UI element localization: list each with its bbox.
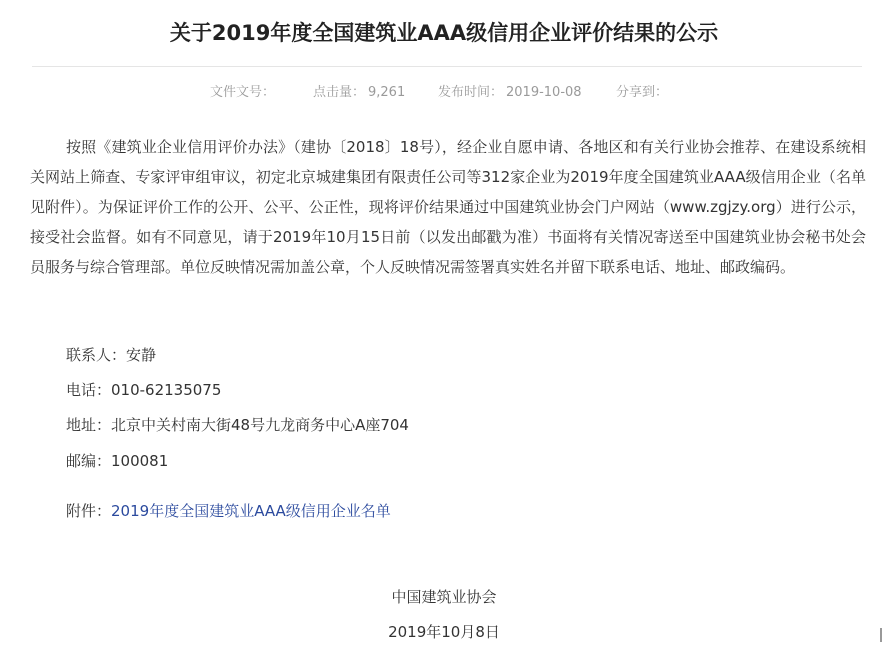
article-body <box>30 132 866 282</box>
clicks-label: 点击量： <box>313 85 366 100</box>
contact-address: 地址：北京中关村南大街48号九龙商务中心A座704 <box>66 416 409 434</box>
article-paragraph: 按照《建筑业企业信用评价办法》（建协〔2018〕18号），经企业自愿申请、各地区和有关行业协会推荐、在建设系统相关网站上筛查、专家评审组审议，初定北京城建集团有限责任公司等312家企业为2019年度全国建筑业AAA级信用企业（名单见附件）。为保证评价工作的公开、公平、公正性，现将评价结果通过中国建筑业协会门户网站（www.zgjzy.org）进行公示，接受社会监督。如有不同意见，请于2019年10月15日前（以发出邮戳为准）书面将有关情况寄送至中国建筑业协会秘书处会员服务与综合管理部。单位反映情况需加盖公章，个人反映情况需签署真实姓名并留下联系电话、地址、邮政编码。 <box>30 138 866 276</box>
contact-person: 联系人：安静 <box>66 346 157 364</box>
title-divider <box>32 66 862 67</box>
page-title: 关于2019年度全国建筑业AAA级信用企业评价结果的公示 <box>169 21 719 45</box>
share-label: 分享到： <box>616 85 669 100</box>
publish-time-value: 2019-10-08 <box>506 85 582 100</box>
signature-org: 中国建筑业协会 <box>391 588 497 606</box>
attachment-link[interactable]: 2019年度全国建筑业AAA级信用企业名单 <box>111 502 391 520</box>
attachment-label: 附件： <box>66 502 112 520</box>
contact-phone: 电话：010-62135075 <box>66 381 222 399</box>
signature-date: 2019年10月8日 <box>388 623 500 641</box>
contact-postcode: 邮编：100081 <box>66 452 169 470</box>
doc-number-label: 文件文号： <box>210 85 276 100</box>
publish-time-label: 发布时间： <box>438 85 504 100</box>
clicks-value: 9,261 <box>368 85 406 100</box>
scrollbar-edge[interactable] <box>880 628 886 642</box>
attachment-row <box>66 500 391 522</box>
